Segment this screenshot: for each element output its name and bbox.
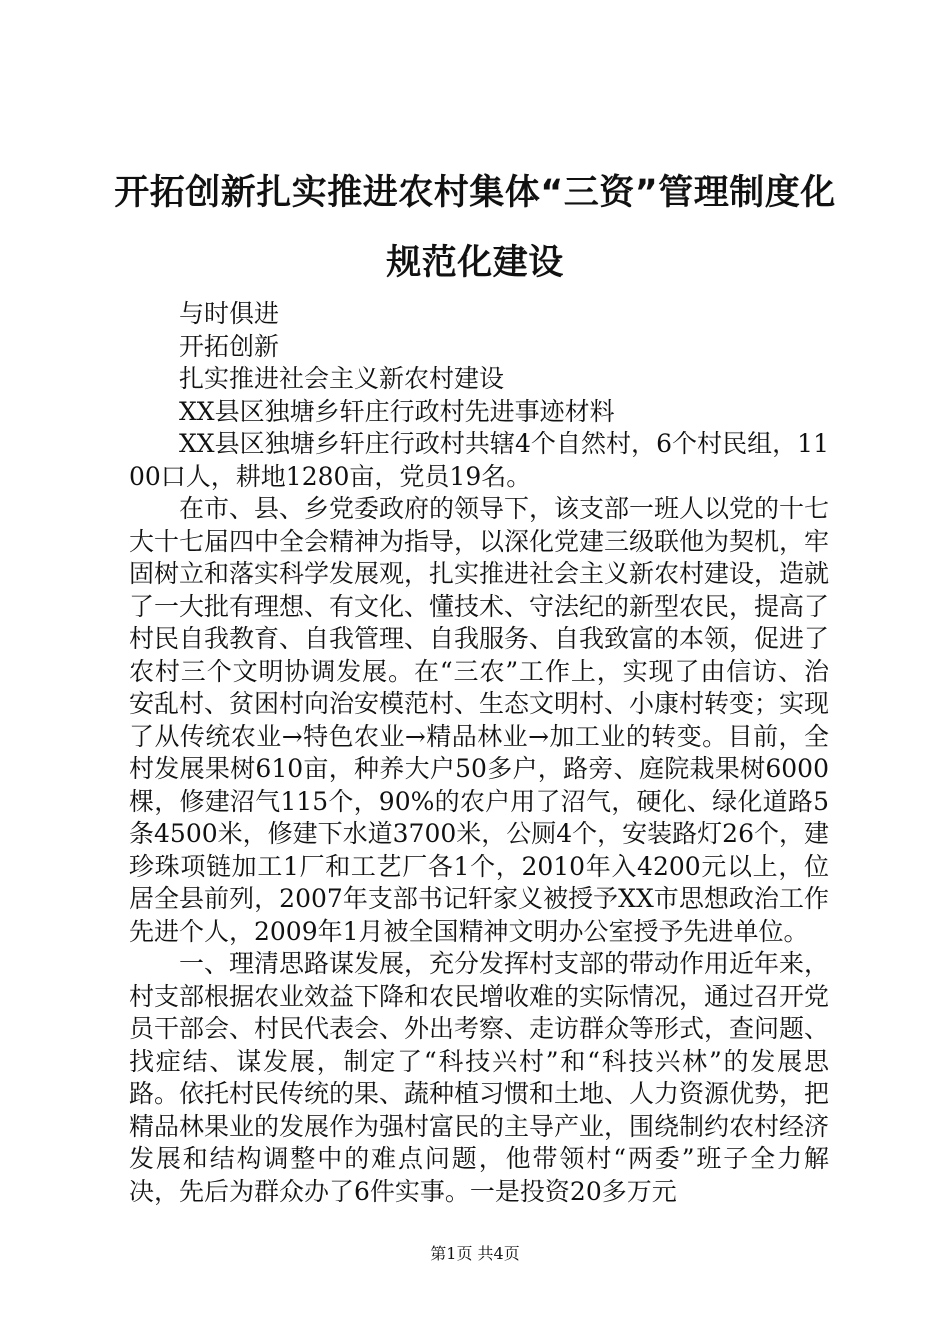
document-title: 开拓创新扎实推进农村集体“三资”管理制度化规范化建设 [114,173,836,283]
paragraph: 一、理清思路谋发展，充分发挥村支部的带动作用近年来，村支部根据农业效益下降和农民增收难的实际情况，通过召开党员干部会、村民代表会、外出考察、走访群众等形式，查问题、找症结、谋发展，制定了“科技兴村”和“科技兴林”的发展思路。依托村民传统的果、蔬种植习惯和土地、人力资源优势，把精品林果业的发展作为强村富民的主导产业，围绕制约农村经济发展和结构调整中的难点问题，他带领村“两委”班子全力解决，先后为群众办了6件实事。一是投资20多万元 [129,949,830,1206]
page-footer: 第1页 共4页 [430,1244,520,1263]
paragraph: 与时俱进 [179,299,280,328]
paragraph: XX县区独塘乡轩庄行政村共辖4个自然村，6个村民组，1100口人，耕地1280亩，党员19名。 [129,429,829,491]
paragraph: 开拓创新 [179,331,280,361]
paragraph: XX县区独塘乡轩庄行政村先进事迹材料 [179,396,615,426]
paragraph: 扎实推进社会主义新农村建设 [179,364,505,393]
paragraph: 在市、县、乡党委政府的领导下，该支部一班人以党的十七大十七届四中全会精神为指导，以深化党建三级联他为契机，牢固树立和落实科学发展观，扎实推进社会主义新农村建设，造就了一大批有理想、有文化、懂技术、守法纪的新型农民，提高了村民自我教育、自我管理、自我服务、自我致富的本领，促进了农村三个文明协调发展。在“三农”工作上，实现了由信访、治安乱村、贫困村向治安模范村、生态文明村、小康村转变；实现了从传统农业→特色农业→精品林业→加工业的转变。目前，全村发展果树610亩，种养大户50多户，路旁、庭院栽果树6000棵，修建沼气115个，90%的农户用了沼气，硬化、绿化道路5条4500米，修建下水道3700米，公厕4个，安装路灯26个，建珍珠项链加工1厂和工艺厂各1个，2010年入4200元以上，位居全县前列，2007年支部书记轩家义被授予XX市思想政治工作先进个人，2009年1月被全国精神文明办公室授予先进单位。 [129,494,830,946]
document-body [129,298,829,1208]
